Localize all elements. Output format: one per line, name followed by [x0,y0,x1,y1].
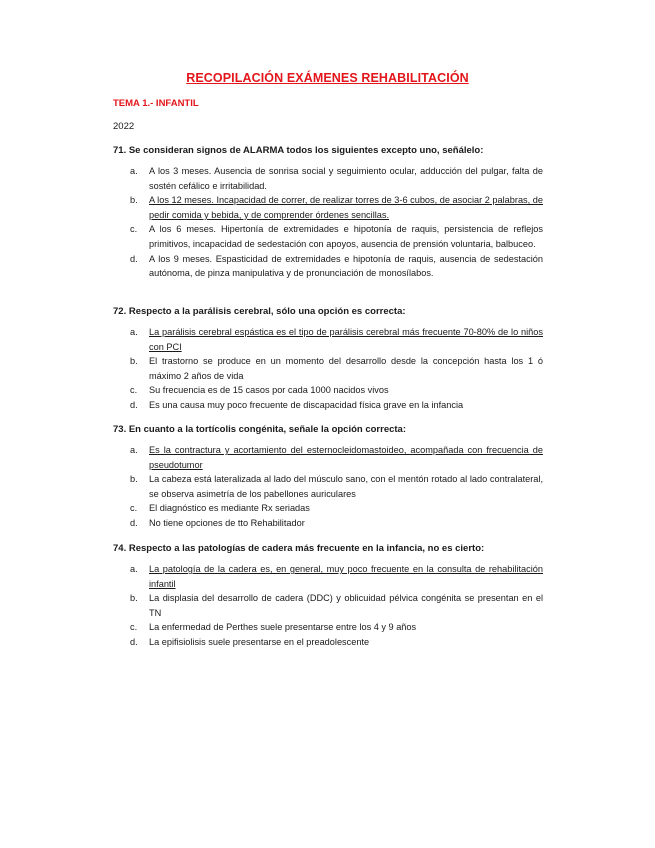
option-list [113,443,543,531]
option-letter: b. [130,195,138,206]
option-d [113,398,543,413]
option-text: La displasia del desarrollo de cadera (DDC) y oblicuidad pélvica congénita se presentan en el TN [149,593,543,618]
option-text: No tiene opciones de tto Rehabilitador [149,517,305,528]
option-letter: c. [130,385,138,396]
option-b [113,193,543,222]
option-letter: a. [130,564,138,574]
option-text: Es una causa muy poco frecuente de discapacidad física grave en la infancia [149,399,464,410]
option-c [113,501,543,516]
option-letter: c. [130,503,138,514]
option-letter: d. [130,517,138,528]
option-c [113,620,543,635]
question-71 [113,144,543,281]
option-text-correct: La patología de la cadera es, en general, muy poco frecuente en la consulta de rehabilitación infantil [149,564,543,589]
option-text: La enfermedad de Perthes suele presentarse entre los 4 y 9 años [149,622,417,633]
option-text: La epifisiolisis suele presentarse en el preadolescente [149,636,370,647]
option-c [113,383,543,398]
option-text: A los 3 meses. Ausencia de sonrisa social y seguimiento ocular, adducción del pulgar, falta de sostén cefálico e irritabilidad. [149,166,543,191]
option-list [113,562,543,650]
option-letter: c. [130,224,138,235]
question-73 [113,423,543,531]
question-heading: 74. Respecto a las patologías de cadera más frecuente en la infancia, no es cierto: [113,543,485,554]
section-title: TEMA 1.- INFANTIL [113,98,199,109]
option-text: A los 9 meses. Espasticidad de extremidades e hipotonía de raquis, ausencia de sedestación autónoma, de pinza manipulativa y de pronunciación de monosílabos. [149,253,543,279]
option-a [113,443,543,472]
option-a [113,164,543,193]
option-text-correct: Es la contractura y acortamiento del esternocleidomastoideo, acompañada con frecuencia de pseudotumor [149,445,543,470]
option-letter: d. [130,399,138,410]
option-d [113,635,543,650]
option-letter: a. [130,166,138,176]
option-b [113,354,543,383]
question-74 [113,542,543,650]
option-text: A los 6 meses. Hipertonía de extremidades e hipotonía de raquis, persistencia de reflejos primitivos, incapacidad de sedestación con apoyos, ausencia de prensión voluntaria, balbuceo. [149,224,543,249]
option-letter: d. [130,636,138,647]
option-letter: a. [130,445,138,455]
option-list [113,325,543,413]
option-text-correct: A los 12 meses. Incapacidad de correr, de realizar torres de 3-6 cubos, de asociar 2 palabras, de pedir comida y bebida, y de comprender órdenes sencillas. [149,195,543,220]
option-text: El diagnóstico es mediante Rx seriadas [149,503,310,514]
option-list [113,164,543,281]
option-b [113,472,543,501]
option-letter: b. [130,593,138,604]
option-text: Su frecuencia es de 15 casos por cada 1000 nacidos vivos [149,385,389,396]
option-d [113,516,543,531]
exam-year: 2022 [113,121,135,132]
option-a [113,325,543,354]
option-letter: b. [130,356,138,367]
option-text: La cabeza está lateralizada al lado del músculo sano, con el mentón rotado al lado contralateral, se observa asimetría de los pabellones auriculares [149,474,543,499]
option-letter: b. [130,474,138,485]
option-letter: d. [130,253,138,264]
document-title: RECOPILACIÓN EXÁMENES REHABILITACIÓN [186,71,469,85]
option-text-correct: La parálisis cerebral espástica es el tipo de parálisis cerebral más frecuente 70-80% de lo niños con PCI [149,327,543,352]
option-b [113,591,543,620]
question-heading: 72. Respecto a la parálisis cerebral, sólo una opción es correcta: [113,306,406,317]
option-letter: c. [130,622,138,633]
question-72 [113,305,543,413]
option-d [113,252,543,281]
question-heading: 73. En cuanto a la tortícolis congénita, señale la opción correcta: [113,424,406,435]
option-letter: a. [130,327,138,337]
option-text: El trastorno se produce en un momento del desarrollo desde la concepción hasta los 1 ó máximo 2 años de vida [149,356,543,381]
option-a [113,562,543,591]
option-c [113,222,543,251]
question-heading: 71. Se consideran signos de ALARMA todos los siguientes excepto uno, señálelo: [113,145,484,156]
